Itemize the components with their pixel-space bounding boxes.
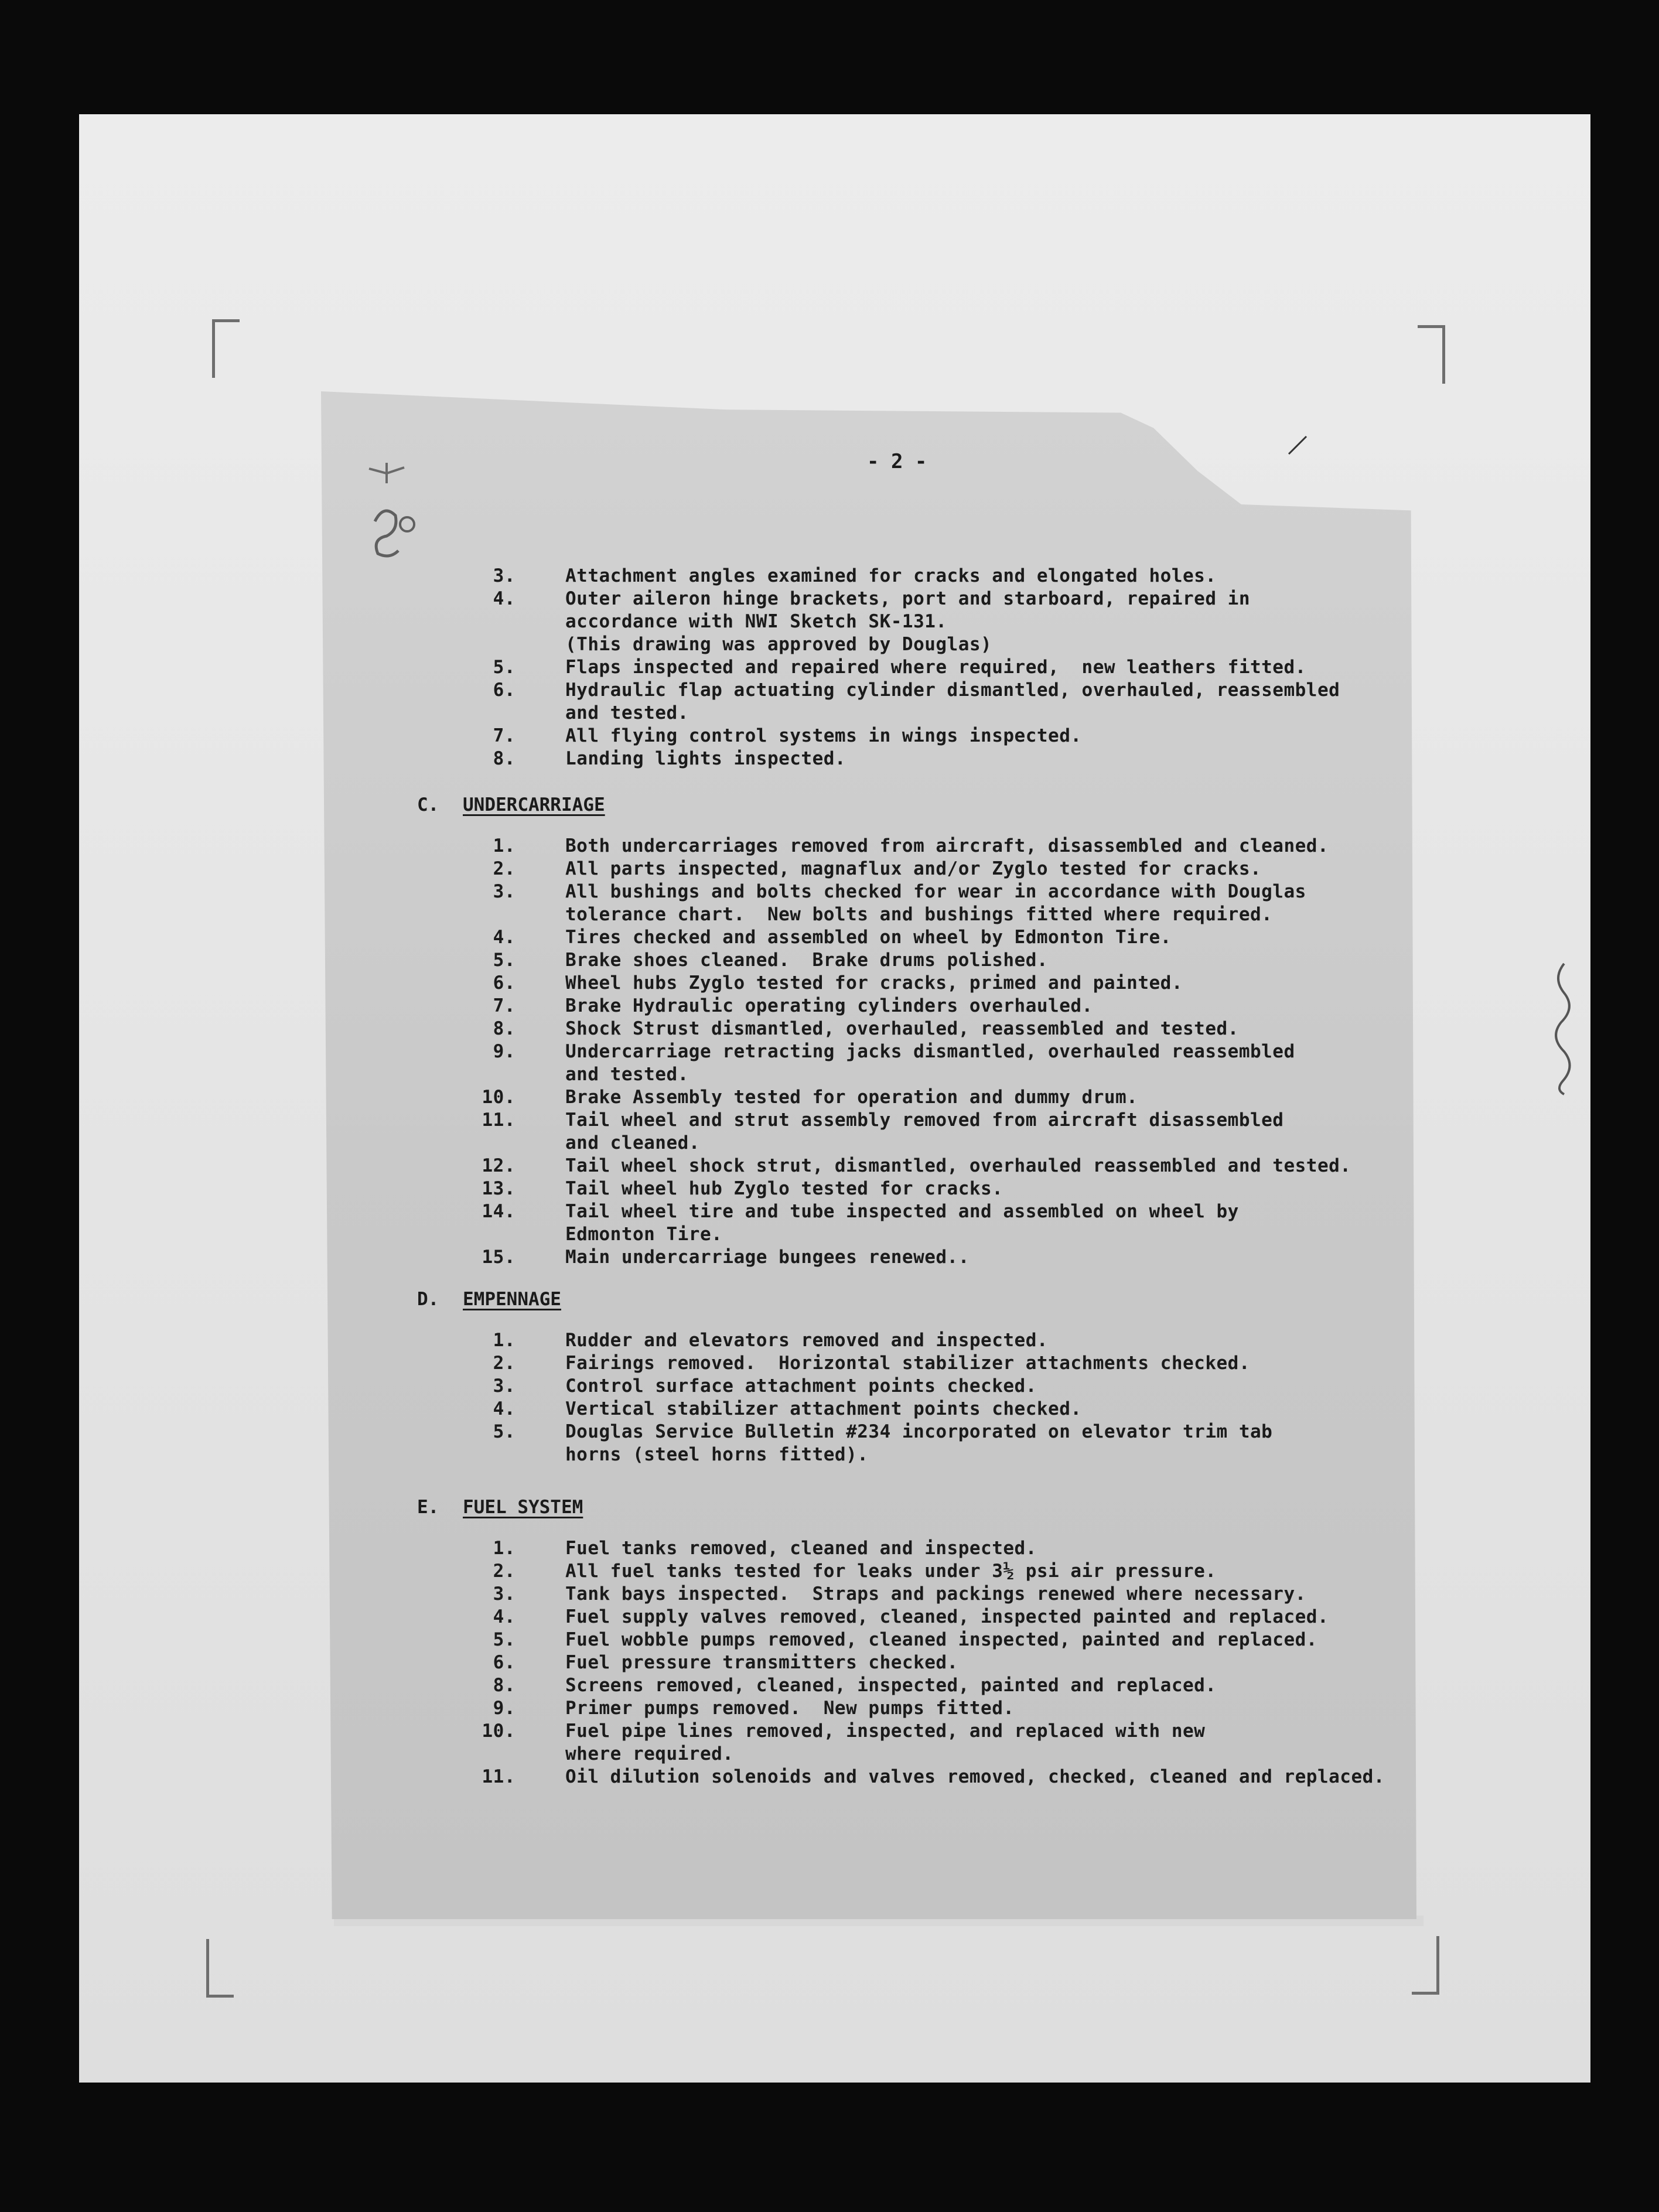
section-3-item-text: Fuel wobble pumps removed, cleaned inspected, painted and replaced.: [565, 1629, 1317, 1650]
section-2-item-number: 1.: [493, 1330, 516, 1351]
wing-item-text: Attachment angles examined for cracks and elongated holes.: [565, 565, 1217, 586]
section-letter: C.: [417, 794, 439, 815]
section-1-item-text: tolerance chart. New bolts and bushings fitted where required.: [565, 904, 1273, 925]
section-1-item-text: Both undercarriages removed from aircraft, disassembled and cleaned.: [565, 835, 1329, 856]
section-3-item-number: 5.: [493, 1629, 516, 1650]
section-1-item-text: Main undercarriage bungees renewed..: [565, 1247, 970, 1268]
section-1-item-number: 2.: [493, 858, 516, 879]
wing-item-number: 5.: [493, 657, 516, 678]
section-3-item-number: 1.: [493, 1538, 516, 1559]
crop-mark-top-right: [1418, 325, 1445, 384]
section-2-item-text: Control surface attachment points checked.: [565, 1375, 1037, 1397]
section-2-item-text: Vertical stabilizer attachment points checked.: [565, 1398, 1082, 1419]
wing-item-text: Outer aileron hinge brackets, port and starboard, repaired in: [565, 588, 1250, 609]
wing-item-text: Hydraulic flap actuating cylinder dismantled, overhauled, reassembled: [565, 680, 1340, 701]
section-3-item-number: 10.: [482, 1721, 516, 1742]
section-1-item-number: 5.: [493, 950, 516, 971]
section-3-item-text: Fuel pipe lines removed, inspected, and replaced with new: [565, 1721, 1206, 1742]
section-3-item-text: where required.: [565, 1743, 734, 1764]
wing-item-text: (This drawing was approved by Douglas): [565, 634, 992, 655]
section-1-item-text: Tail wheel tire and tube inspected and assembled on wheel by: [565, 1201, 1239, 1222]
wing-item-text: All flying control systems in wings inspected.: [565, 725, 1082, 746]
section-1-item-number: 8.: [493, 1018, 516, 1039]
section-3-item-number: 8.: [493, 1675, 516, 1696]
section-2-item-text: Douglas Service Bulletin #234 incorporated on elevator trim tab: [565, 1421, 1273, 1442]
section-1-item-text: Brake Hydraulic operating cylinders overhauled.: [565, 995, 1093, 1016]
section-1-item-text: Shock Strust dismantled, overhauled, reassembled and tested.: [565, 1018, 1239, 1039]
section-3-item-text: Tank bays inspected. Straps and packings renewed where necessary.: [565, 1583, 1306, 1605]
section-1-item-text: All parts inspected, magnaflux and/or Zyglo tested for cracks.: [565, 858, 1262, 879]
section-3-item-number: 4.: [493, 1606, 516, 1627]
section-1-item-text: Edmonton Tire.: [565, 1224, 723, 1245]
section-1-item-number: 9.: [493, 1041, 516, 1062]
section-1-item-text: and cleaned.: [565, 1132, 700, 1153]
section-title-undercarriage: UNDERCARRIAGE: [463, 794, 605, 815]
section-1-item-text: and tested.: [565, 1064, 689, 1085]
section-3-item-number: 11.: [482, 1766, 516, 1787]
crop-mark-bottom-right: [1412, 1936, 1439, 1995]
section-3-item-text: Screens removed, cleaned, inspected, painted and replaced.: [565, 1675, 1217, 1696]
section-2-item-text: Fairings removed. Horizontal stabilizer attachments checked.: [565, 1353, 1250, 1374]
wing-item-number: 8.: [493, 748, 516, 769]
section-1-item-number: 13.: [482, 1178, 516, 1199]
wing-item-number: 7.: [493, 725, 516, 746]
pencil-tick-mark: [1286, 433, 1309, 457]
edge-tear-squiggle: [1547, 961, 1582, 1095]
section-1-item-text: Brake Assembly tested for operation and dummy drum.: [565, 1087, 1138, 1108]
wing-item-text: Landing lights inspected.: [565, 748, 846, 769]
section-1-item-number: 7.: [493, 995, 516, 1016]
section-1-item-number: 6.: [493, 972, 516, 994]
handwritten-annotation: [363, 457, 433, 568]
section-letter: D.: [417, 1289, 439, 1310]
section-letter: E.: [417, 1497, 439, 1518]
section-3-item-text: Fuel supply valves removed, cleaned, inspected painted and replaced.: [565, 1606, 1329, 1627]
crop-mark-bottom-left: [206, 1939, 234, 1998]
section-1-item-number: 14.: [482, 1201, 516, 1222]
wing-item-number: 4.: [493, 588, 516, 609]
section-title-empennage: EMPENNAGE: [463, 1289, 561, 1310]
section-3-item-text: Primer pumps removed. New pumps fitted.: [565, 1698, 1015, 1719]
section-1-item-text: Undercarriage retracting jacks dismantled, overhauled reassembled: [565, 1041, 1295, 1062]
section-1-item-text: Tires checked and assembled on wheel by Edmonton Tire.: [565, 927, 1172, 948]
section-1-item-text: Tail wheel hub Zyglo tested for cracks.: [565, 1178, 1003, 1199]
section-1-item-number: 11.: [482, 1110, 516, 1131]
section-1-item-number: 1.: [493, 835, 516, 856]
crop-mark-top-left: [212, 319, 240, 378]
section-1-item-number: 10.: [482, 1087, 516, 1108]
section-3-item-text: Fuel pressure transmitters checked.: [565, 1652, 958, 1673]
section-1-item-text: Wheel hubs Zyglo tested for cracks, primed and painted.: [565, 972, 1183, 994]
section-1-item-text: Brake shoes cleaned. Brake drums polished.: [565, 950, 1049, 971]
section-3-item-number: 6.: [493, 1652, 516, 1673]
wing-item-text: Flaps inspected and repaired where required, new leathers fitted.: [565, 657, 1306, 678]
section-1-item-text: Tail wheel and strut assembly removed from aircraft disassembled: [565, 1110, 1284, 1131]
section-2-item-text: horns (steel horns fitted).: [565, 1444, 869, 1465]
section-title-fuel-system: FUEL SYSTEM: [463, 1497, 583, 1518]
section-1-item-number: 3.: [493, 881, 516, 902]
section-2-item-number: 3.: [493, 1375, 516, 1397]
section-3-item-number: 3.: [493, 1583, 516, 1605]
wing-item-number: 3.: [493, 565, 516, 586]
section-2-item-text: Rudder and elevators removed and inspected.: [565, 1330, 1049, 1351]
section-3-item-text: All fuel tanks tested for leaks under 3½ psi air pressure.: [565, 1561, 1217, 1582]
wing-item-text: and tested.: [565, 702, 689, 723]
section-1-item-number: 15.: [482, 1247, 516, 1268]
section-1-item-number: 12.: [482, 1155, 516, 1176]
section-1-item-number: 4.: [493, 927, 516, 948]
section-3-item-text: Fuel tanks removed, cleaned and inspected.: [565, 1538, 1037, 1559]
section-2-item-number: 2.: [493, 1353, 516, 1374]
section-2-item-number: 5.: [493, 1421, 516, 1442]
wing-item-number: 6.: [493, 680, 516, 701]
wing-item-text: accordance with NWI Sketch SK-131.: [565, 611, 947, 632]
section-3-item-text: Oil dilution solenoids and valves removed, checked, cleaned and replaced.: [565, 1766, 1385, 1787]
section-1-item-text: All bushings and bolts checked for wear in accordance with Douglas: [565, 881, 1306, 902]
page-number: - 2 -: [867, 450, 927, 473]
section-2-item-number: 4.: [493, 1398, 516, 1419]
section-1-item-text: Tail wheel shock strut, dismantled, overhauled reassembled and tested.: [565, 1155, 1351, 1176]
section-3-item-number: 2.: [493, 1561, 516, 1582]
section-3-item-number: 9.: [493, 1698, 516, 1719]
